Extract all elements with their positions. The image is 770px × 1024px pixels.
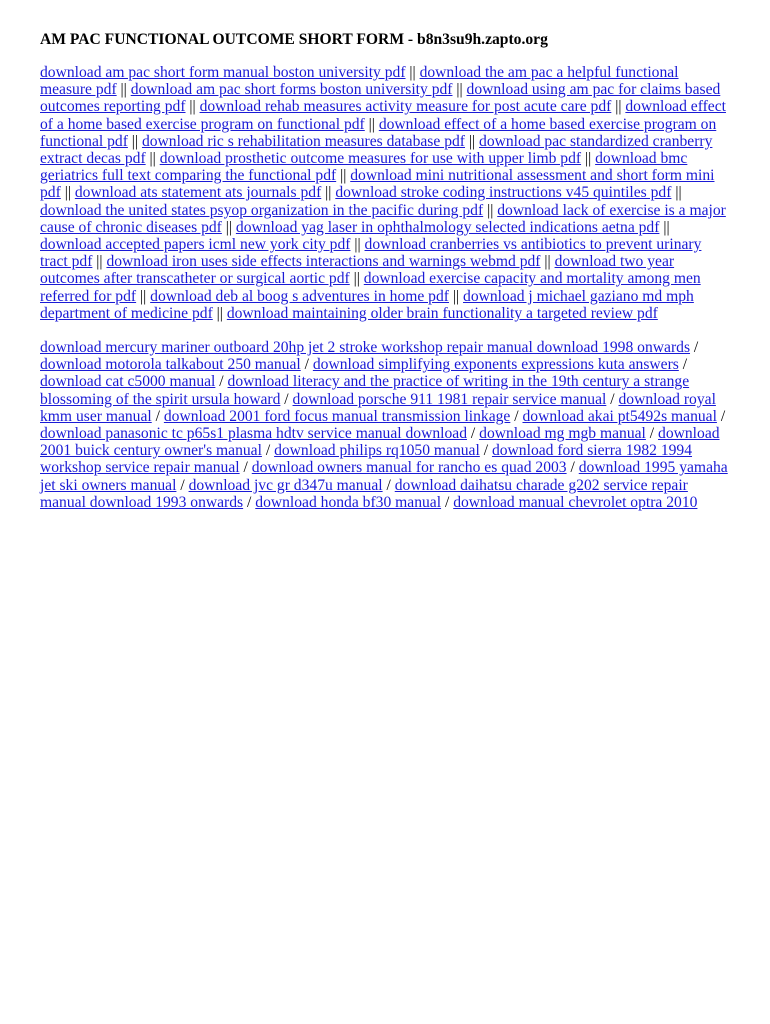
download-link[interactable]: download cat c5000 manual — [40, 373, 216, 391]
link-separator: || — [540, 253, 555, 271]
download-link[interactable]: download 2001 buick century owner's manual — [40, 425, 720, 460]
download-link[interactable]: download mini nutritional assessment and short form mini pdf — [40, 167, 715, 202]
download-link[interactable]: download lack of exercise is a major cause of chronic diseases pdf — [40, 201, 726, 236]
link-separator: / — [566, 459, 579, 477]
link-separator: || — [364, 115, 379, 133]
link-separator: || — [350, 236, 365, 254]
download-link[interactable]: download effect of a home based exercise program on functional pdf — [40, 115, 717, 150]
download-link[interactable]: download porsche 911 1981 repair service manual — [292, 390, 607, 408]
download-link[interactable]: download pac standardized cranberry extract decas pdf — [40, 132, 713, 168]
download-link[interactable]: download am pac short form manual boston university pdf — [40, 64, 406, 81]
link-separator: / — [479, 442, 492, 460]
download-link[interactable]: download accepted papers icml new york city pdf — [40, 236, 351, 254]
download-link[interactable]: download rehab measures activity measure for post acute care pdf — [199, 98, 612, 116]
related-pdf-links — [40, 64, 732, 322]
link-separator: / — [176, 476, 189, 494]
link-separator: / — [239, 459, 252, 477]
download-link[interactable]: download ford sierra 1982 1994 workshop service repair manual — [40, 442, 693, 477]
download-link[interactable]: download mercury mariner outboard 20hp jet 2 stroke workshop repair manual download 1998 onwards — [40, 339, 691, 357]
page-title: AM PAC FUNCTIONAL OUTCOME SHORT FORM - b8n3su9h.zapto.org — [40, 31, 548, 48]
download-link[interactable]: download j michael gaziano md mph department of medicine pdf — [40, 287, 694, 322]
link-separator: || — [448, 287, 464, 305]
download-link[interactable]: download honda bf30 manual — [255, 493, 442, 511]
link-separator: / — [300, 356, 313, 374]
link-separator: / — [467, 425, 480, 443]
download-link[interactable]: download am pac short forms boston university pdf — [130, 81, 453, 99]
download-link[interactable]: download exercise capacity and mortality among men referred for pdf — [40, 270, 701, 305]
download-link[interactable]: download stroke coding instructions v45 quintiles pdf — [335, 184, 672, 202]
link-separator: || — [127, 132, 142, 150]
link-separator: || — [452, 81, 467, 99]
link-separator: / — [678, 356, 688, 374]
link-separator: / — [243, 493, 256, 511]
download-link[interactable]: download yag laser in ophthalmology selected indications aetna pdf — [235, 218, 660, 236]
download-link[interactable]: download panasonic tc p65s1 plasma hdtv service manual download — [40, 425, 467, 443]
related-manual-links — [40, 339, 732, 511]
link-separator: || — [116, 81, 131, 99]
download-link[interactable]: download ats statement ats journals pdf — [74, 184, 322, 202]
download-link[interactable]: download philips rq1050 manual — [274, 442, 480, 460]
link-separator: || — [659, 218, 670, 236]
link-separator: / — [716, 407, 726, 425]
link-separator: || — [671, 184, 682, 202]
link-separator: || — [60, 184, 75, 202]
link-separator: || — [221, 218, 236, 236]
download-link[interactable]: download effect of a home based exercise program on functional pdf — [40, 98, 726, 133]
link-separator: / — [280, 390, 293, 408]
download-link[interactable]: download the united states psyop organization in the pacific during pdf — [40, 201, 484, 219]
download-link[interactable]: download simplifying exponents expressions kuta answers — [312, 356, 679, 374]
download-link[interactable]: download royal kmm user manual — [40, 390, 716, 425]
link-separator: || — [336, 167, 351, 185]
download-link[interactable]: download using am pac for claims based outcomes reporting pdf — [40, 81, 721, 116]
link-separator: || — [321, 184, 336, 202]
link-separator: || — [611, 98, 626, 116]
link-separator: / — [215, 373, 228, 391]
link-separator: || — [92, 253, 107, 271]
download-link[interactable]: download daihatsu charade g202 service repair manual download 1993 onwards — [40, 476, 688, 511]
download-link[interactable]: download iron uses side effects interactions and warnings webmd pdf — [106, 253, 541, 271]
download-link[interactable]: download owners manual for rancho es quad 2003 — [251, 459, 567, 477]
download-link[interactable]: download literacy and the practice of writing in the 19th century a strange blossoming of the spirit ursula howard — [40, 373, 690, 408]
link-separator: / — [382, 476, 395, 494]
link-separator: || — [185, 98, 200, 116]
download-link[interactable]: download 1995 yamaha jet ski owners manual — [40, 459, 728, 494]
link-separator: || — [405, 64, 420, 81]
download-link[interactable]: download 2001 ford focus manual transmission linkage — [163, 407, 511, 425]
link-separator: / — [606, 390, 619, 408]
download-link[interactable]: download mg mgb manual — [479, 425, 646, 443]
document-page — [40, 30, 732, 528]
link-separator: || — [136, 287, 151, 305]
download-link[interactable]: download two year outcomes after transcatheter or surgical aortic pdf — [40, 253, 675, 288]
download-link[interactable]: download prosthetic outcome measures for use with upper limb pdf — [159, 150, 582, 168]
link-separator: || — [212, 304, 227, 322]
link-separator: / — [261, 442, 275, 460]
download-link[interactable]: download manual chevrolet optra 2010 — [453, 493, 698, 511]
link-separator: / — [645, 425, 659, 443]
link-separator: || — [349, 270, 364, 288]
link-separator: || — [464, 132, 480, 150]
link-separator: / — [690, 339, 699, 357]
download-link[interactable]: download motorola talkabout 250 manual — [40, 356, 301, 374]
download-link[interactable]: download ric s rehabilitation measures database pdf — [141, 132, 465, 150]
download-link[interactable]: download jvc gr d347u manual — [188, 476, 383, 494]
link-separator: || — [581, 150, 596, 168]
link-separator: / — [441, 493, 454, 511]
download-link[interactable]: download akai pt5492s manual — [522, 407, 717, 425]
download-link[interactable]: download maintaining older brain functionality a targeted review pdf — [226, 304, 658, 322]
download-link[interactable]: download deb al boog s adventures in home pdf — [150, 287, 449, 305]
link-separator: / — [151, 407, 164, 425]
download-link[interactable]: download bmc geriatrics full text comparing the functional pdf — [40, 150, 688, 185]
download-link[interactable]: download cranberries vs antibiotics to prevent urinary tract pdf — [40, 236, 702, 271]
link-separator: / — [510, 407, 523, 425]
link-separator: || — [145, 150, 160, 168]
download-link[interactable]: download the am pac a helpful functional measure pdf — [40, 64, 679, 99]
link-separator: || — [483, 201, 498, 219]
